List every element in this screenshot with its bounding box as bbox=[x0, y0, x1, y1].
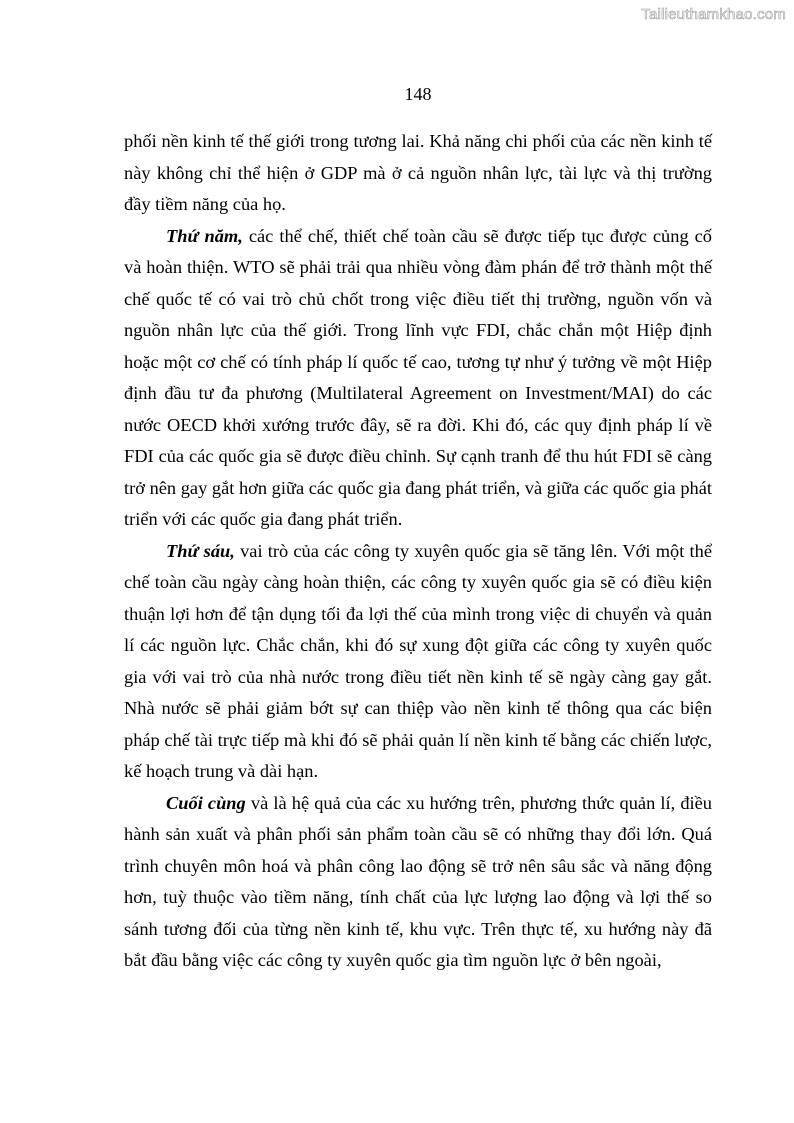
paragraph-text: các thể chế, thiết chế toàn cầu sẽ được tiếp tục được củng cố và hoàn thiện. WTO sẽ phải trải qua nhiều vòng đàm phán để trở thành một thế chế quốc tế có vai trò chủ chốt trong việc điều tiết thị trường, nguồn vốn và nguồn nhân lực của thế giới. Trong lĩnh vực FDI, chắc chắn một Hiệp định hoặc một cơ chế có tính pháp lí quốc tế cao, tương tự như ý tưởng về một Hiệp định đầu tư đa phương (Multilateral Agreement on Investment/MAI) do các nước OECD khởi xướng trước đây, sẽ ra đời. Khi đó, các quy định pháp lí về FDI của các quốc gia sẽ được điều chỉnh. Sự cạnh tranh để thu hút FDI sẽ càng trở nên gay gắt hơn giữa các quốc gia đang phát triển, và giữa các quốc gia phát triển với các quốc gia đang phát triển. bbox=[124, 225, 713, 529]
paragraph-4 bbox=[124, 788, 712, 977]
page-number: 148 bbox=[404, 84, 432, 104]
document-body bbox=[124, 126, 712, 977]
paragraph-text: và là hệ quả của các xu hướng trên, phương thức quản lí, điều hành sản xuất và phân phối sản phẩm toàn cầu sẽ có những thay đổi lớn. Quá trình chuyên môn hoá và phân công lao động sẽ trở nên sâu sắc và năng động hơn, tuỳ thuộc vào tiềm năng, tính chất của lực lượng lao động và lợi thế so sánh tương đối của từng nền kinh tế, khu vực. Trên thực tế, xu hướng này đã bắt đầu bằng việc các công ty xuyên quốc gia tìm nguồn lực ở bên ngoài, bbox=[124, 792, 712, 970]
paragraph-3 bbox=[124, 536, 712, 788]
watermark: Tailieuthamkhao.com bbox=[641, 6, 786, 23]
paragraph-text: vai trò của các công ty xuyên quốc gia sẽ tăng lên. Với một thể chế toàn cầu ngày càng hoàn thiện, các công ty xuyên quốc gia sẽ có điều kiện thuận lợi hơn để tận dụng tối đa lợi thế của mình trong việc di chuyển và quản lí các nguồn lực. Chắc chắn, khi đó sự xung đột giữa các công ty xuyên quốc gia với vai trò của nhà nước trong điều tiết nền kinh tế sẽ ngày càng gay gắt. Nhà nước sẽ phải giảm bớt sự can thiệp vào nền kinh tế thông qua các biện pháp chế tài trực tiếp mà khi đó sẽ phải quản lí nền kinh tế bằng các chiến lược, kế hoạch trung và dài hạn. bbox=[124, 540, 712, 781]
paragraph-lead: Thứ năm, bbox=[166, 225, 243, 246]
paragraph-1 bbox=[124, 126, 712, 221]
paragraph-text: phối nền kinh tế thế giới trong tương lai. Khả năng chi phối của các nền kinh tế này không chỉ thể hiện ở GDP mà ở cả nguồn nhân lực, tài lực và thị trường đầy tiềm năng của họ. bbox=[124, 131, 712, 214]
paragraph-lead: Thứ sáu, bbox=[166, 540, 235, 561]
paragraph-lead: Cuối cùng bbox=[166, 792, 246, 813]
paragraph-2 bbox=[124, 221, 712, 536]
